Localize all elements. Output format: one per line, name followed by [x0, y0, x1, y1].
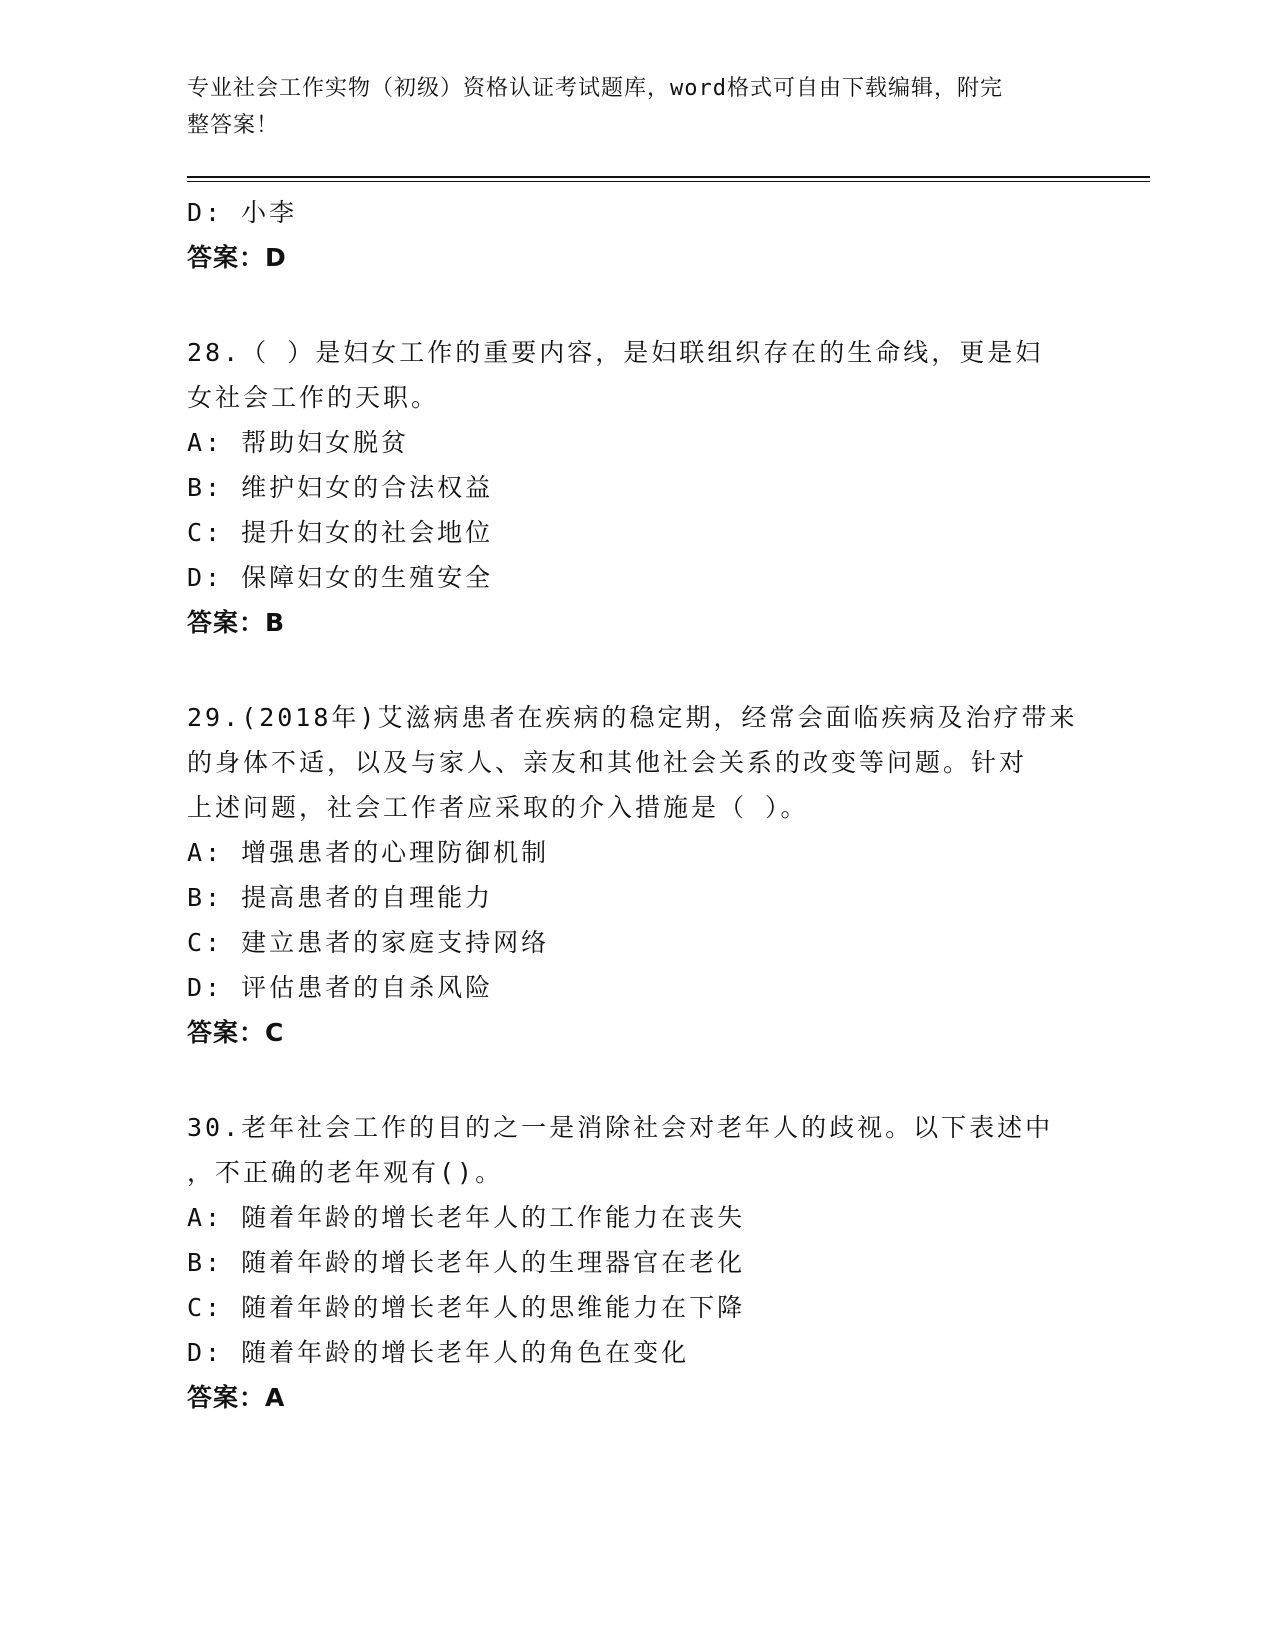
- option-c: C: 随着年龄的增长老年人的思维能力在下降: [187, 1293, 746, 1322]
- answer: 答案：C: [187, 1018, 285, 1047]
- question-stem-line: 29.(2018年)艾滋病患者在疾病的稳定期，经常会面临疾病及治疗带来: [187, 703, 1078, 732]
- question-stem-line: 上述问题，社会工作者应采取的介入措施是（ ）。: [187, 793, 809, 822]
- question-stem-line: 的身体不适，以及与家人、亲友和其他社会关系的改变等问题。针对: [187, 748, 1028, 777]
- question-content: [187, 190, 1087, 1420]
- question-stem-line: 30.老年社会工作的目的之一是消除社会对老年人的歧视。以下表述中: [187, 1113, 1054, 1142]
- header-line-2: 整答案！: [187, 113, 280, 138]
- prev-option-d: D: 小李: [187, 198, 298, 227]
- question-29: [187, 695, 1087, 1055]
- spacer: [187, 645, 1087, 695]
- option-a: A: 随着年龄的增长老年人的工作能力在丧失: [187, 1203, 746, 1232]
- option-b: B: 维护妇女的合法权益: [187, 473, 494, 502]
- question-stem-line: 女社会工作的天职。: [187, 383, 440, 412]
- option-c: C: 建立患者的家庭支持网络: [187, 928, 550, 957]
- option-a: A: 帮助妇女脱贫: [187, 428, 410, 457]
- document-header: [187, 70, 1067, 144]
- header-divider-thin: [187, 181, 1150, 182]
- option-d: D: 保障妇女的生殖安全: [187, 563, 494, 592]
- option-c: C: 提升妇女的社会地位: [187, 518, 494, 547]
- spacer: [187, 1055, 1087, 1105]
- question-28: [187, 330, 1087, 645]
- option-b: B: 提高患者的自理能力: [187, 883, 494, 912]
- option-a: A: 增强患者的心理防御机制: [187, 838, 550, 867]
- spacer: [187, 280, 1087, 330]
- answer: 答案：B: [187, 608, 286, 637]
- question-30: [187, 1105, 1087, 1420]
- header-line-1: 专业社会工作实物（初级）资格认证考试题库，word格式可自由下载编辑，附完: [187, 76, 1003, 101]
- option-b: B: 随着年龄的增长老年人的生理器官在老化: [187, 1248, 746, 1277]
- header-divider-thick: [187, 176, 1150, 178]
- question-stem-line: ，不正确的老年观有()。: [187, 1158, 504, 1187]
- answer: 答案：A: [187, 1383, 286, 1412]
- option-d: D: 随着年龄的增长老年人的角色在变化: [187, 1338, 690, 1367]
- question-stem-line: 28.（ ）是妇女工作的重要内容，是妇联组织存在的生命线，更是妇: [187, 338, 1044, 367]
- option-d: D: 评估患者的自杀风险: [187, 973, 494, 1002]
- prev-answer: 答案：D: [187, 243, 287, 272]
